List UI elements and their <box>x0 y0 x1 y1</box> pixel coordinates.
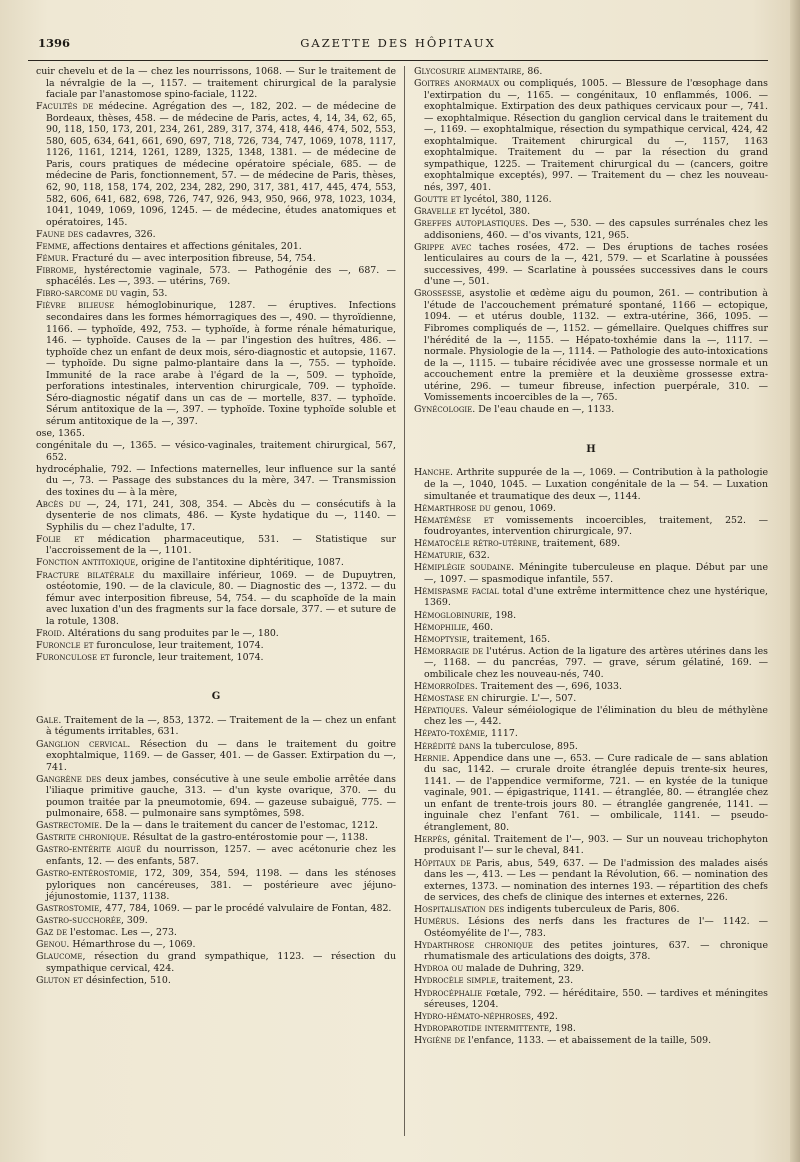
index-entry: Hématémèse et vomissements incoercibles, traitement, 252. — foudroyantes, intervention chirurgicale, 97. <box>414 514 768 538</box>
index-entry: ose, 1365. <box>36 427 85 439</box>
index-entry: Hydarthrose chronique des petites jointures, 637. — chronique rhumatismale des articulations des doigts, 378. <box>414 939 769 963</box>
index-entry: Hôpitaux de Paris, abus, 549, 637. — De l'admission des malades aisés dans les —, 413. — Les — pendant la Révolution, 66. — nomination des externes, 1373. — nomination des internes 193. — répartition des chefs de services, des chefs de clinique des internes et externes, 226. <box>414 857 768 904</box>
index-entry: Abcès du —, 24, 171, 241, 308, 354. — Abcès du — consécutifs à la dysenterie de nos climats, 486. — Kyste hydatique du —, 1140. — Syphilis du — chez l'adulte, 17. <box>36 498 396 533</box>
index-entry: Hémoptysie, traitement, 165. <box>414 633 551 645</box>
index-entry: Furonculose et furoncle, leur traitement, 1074. <box>36 651 264 663</box>
index-entry: Hydro-hémato-néphroses, 492. <box>414 1011 558 1023</box>
index-entry: Fracture bilatérale du maxillaire inférieur, 1069. — de Dupuytren, ostéotomie, 190. — de la clavicule, 80. — Diagnostic des —, 1372. — du fémur avec interposition fibreuse, 54, 754. — du scaphoïde de la main avec luxation d'un des fragments sur la face dorsale, 377. — et suture de la rotule, 1308. <box>36 569 397 627</box>
right-entries <box>414 66 768 416</box>
index-entry: Gangrène des deux jambes, consécutive à une seule embolie arrêtée dans l'iliaque primitive gauche, 313. — d'un kyste ovarique, 370. — du poumon traitée par la pneumotomie, 694. — gazeuse subaiguë, 775. — pulmonaire, 658. — pulmonaire sans symptômes, 598. <box>36 773 396 820</box>
index-entry: Hospitalisation des indigents tuberculeux de Paris, 806. <box>414 904 680 916</box>
index-entry: Hémispasme facial total d'une extrême intermittence chez une hystérique, 1369. <box>414 585 768 609</box>
index-entry: Hémorragie de l'utérus. Action de la ligature des artères utérines dans les —, 1168. — du pancréas, 797. — grave, sérum gélatiné, 169. — ombilicale chez les nouveau-nés, 740. <box>414 645 768 680</box>
index-entry: Hépatiques. Valeur séméiologique de l'élimination du bleu de méthylène chez les —, 442. <box>414 704 768 728</box>
index-entry: Fièvre bilieuse hémoglobinurique, 1287. — éruptives. Infections secondaires dans les formes hémorragiques des —, 490. — thyroïdienne, 1166. — typhoïde, 492, 753. — typhoïde, à forme rénale hématurique, 146. — typhoïde. Causes de la — par l'ingestion des huîtres, 486. — typhoïde chez un enfant de deux mois, séro-diagnostic et autopsie, 1167. — typhoïde. Du signe palmo-plantaire dans la —, 755. — typhoïde. Immunité de la race arabe à l'égard de la —, 509. — typhoïde, perforations intestinales, intervention chirurgicale, 709. — typhoïde. Séro-diagnostic négatif dans un cas de — mortelle, 837. — typhoïde. Sérum antitoxique de la —, 397. — typhoïde. Toxine typhoïde soluble et sérum antitoxique de la —, 397. <box>36 300 396 427</box>
index-entry: congénitale du —, 1365. — vésico-vaginales, traitement chirurgical, 567, 652. <box>36 440 396 463</box>
index-entry: Fémur. Fracturé du — avec interposition fibreuse, 54, 754. <box>36 252 316 264</box>
index-entry: Hydroa ou malade de Duhring, 329. <box>414 963 585 975</box>
left-entries-g <box>36 715 396 987</box>
index-entry: Hémoglobinurie, 198. <box>414 609 517 621</box>
index-entry: Herpès, génital. Traitement de l'—, 903. — Sur un nouveau trichophyton produisant l'— sur le cheval, 841. <box>414 833 768 857</box>
index-entry: Gale. Traitement de la —, 853, 1372. — Traitement de la — chez un enfant à téguments irritables, 631. <box>36 714 396 738</box>
left-column <box>36 66 396 987</box>
index-entry: Hydrocéphalie fœtale, 792. — héréditaire, 550. — tardives et méningites séreuses, 1204. <box>414 987 768 1011</box>
index-entry: Hydrocèle simple, traitement, 23. <box>414 975 574 987</box>
right-entries-h <box>414 467 768 1046</box>
index-entry: cuir chevelu et de la — chez les nourrissons, 1068. — Sur le traitement de la névralgie de la —, 1157. — traitement chirurgical de la paralysie faciale par l'anastomose spino-faciale, 1122. <box>36 66 396 101</box>
index-entry: Gluton et désinfection, 510. <box>36 974 171 986</box>
index-entry: Hématocèle rétro-utérine, traitement, 689. <box>414 538 621 550</box>
index-entry: Gravelle et lycétol, 380. <box>414 206 531 218</box>
index-entry: Hémarthrose du genou, 1069. <box>414 502 556 514</box>
page-edge <box>790 0 800 1162</box>
index-entry: Hydroparotide intermittente, 198. <box>414 1023 576 1035</box>
index-entry: Hygiène de l'enfance, 1133. — et abaissement de la taille, 509. <box>414 1035 712 1047</box>
index-entry: Gynécologie. De l'eau chaude en —, 1133. <box>414 404 615 416</box>
index-entry: Gaz de l'estomac. Les —, 273. <box>36 927 177 939</box>
right-column <box>414 66 768 1047</box>
running-title: GAZETTE DES HÔPITAUX <box>300 36 496 50</box>
index-entry: Faune des cadavres, 326. <box>36 228 156 240</box>
index-entry: Hanche. Arthrite suppurée de la —, 1069. — Contribution à la pathologie de la —, 1040, 1045. — Luxation congénitale de la — 54. — Luxation simultanée et traumatique des deux —, 1144. <box>414 467 768 502</box>
page-number: 1396 <box>38 36 71 50</box>
index-entry: Fonction antitoxique, origine de l'antitoxine diphtéritique, 1087. <box>36 557 344 569</box>
index-entry: Furoncle et furonculose, leur traitement, 1074. <box>36 639 264 651</box>
index-entry: Hérédité dans la tuberculose, 895. <box>414 740 578 752</box>
column-divider <box>404 66 405 1136</box>
left-entries <box>36 66 396 663</box>
header-rule <box>28 60 768 61</box>
index-entry: Gastro-entérostomie, 172, 309, 354, 594, 1198. — dans les sténoses pyloriques non cancéreuses, 381. — postérieure avec jéjuno-jéjunostomie, 1137, 1138. <box>36 868 396 903</box>
index-entry: Grossesse, asystolie et œdème aigu du poumon, 261. — contribution à l'étude de l'accouchement prématuré spontané, 1166 — ectopique, 1094. — et utérus double, 1132. — extra-utérine, 366, 1095. — Fibromes compliqués de —, 1152. — gémellaire. Quelques chiffres sur l'hérédité de la —, 1155. — Hépato-toxhémie dans la —, 1117. — normale. Physiologie de la —, 1114. — Pathologie des auto-intoxications de la —, 1115. — tubaire récidivée avec une grossesse normale et un accouchement entre la première et la deuxième grossesse extra-utérine, 296. — tumeur fibreuse, infection puerpérale, 310. — Vomissements incoercibles de la —, 765. <box>414 288 768 404</box>
index-entry: Hépato-toxémie, 1117. <box>414 728 518 740</box>
index-entry: Hémiplégie soudaine. Méningite tuberculeuse en plaque. Début par une —, 1097. — spasmodique infantile, 557. <box>414 562 768 585</box>
index-entry: Glaucome, résection du grand sympathique, 1123. — résection du sympathique cervical, 424. <box>36 951 396 974</box>
index-entry: Facultés de médecine. Agrégation des —, 182, 202. — de médecine de Bordeaux, thèses, 458. — de médecine de Paris, actes, 4, 14, 34, 62, 65, 90, 118, 150, 173, 201, 234, 261, 289, 317, 374, 418, 446, 474, 502, 553, 580, 605, 634, 641, 661, 690, 697, 718, 726, 734, 747, 1069, 1078, 1117, 1126, 1161, 1214, 1261, 1289, 1325, 1348, 1381. — de médecine de Paris, cours pratiques de médecine opératoire spéciale, 685. — de médecine de Paris, fonctionnement, 57. — de médecine de Paris, thèses, 62, 90, 118, 158, 174, 202, 234, 282, 290, 317, 381, 417, 445, 474, 553, 582, 606, 641, 682, 698, 726, 747, 926, 943, 950, 966, 978, 1023, 1034, 1041, 1049, 1069, 1096, 1245. — de médecine, études anatomiques et opératoires, 145. <box>36 101 397 228</box>
index-entry: Hémostase en chirurgie. L'—, 507. <box>414 692 577 704</box>
index-entry: Glycosurie alimentaire, 86. <box>414 66 543 77</box>
index-entry: Hernie. Appendice dans une —, 653. — Cure radicale de — sans ablation du sac, 1142. — crurale droite étranglée depuis trente-six heures, 1141. — de l'appendice vermiforme, 721. — en kystée de la tunique vaginale, 901. — épigastrique, 1141. — étranglée, 80. — étranglée chez un enfant de trente-trois jours 80. — étranglée gangrenée, 1141. — inguinale chez l'enfant 761. — ombilicale, 1141. — pseudo-étranglement, 80. <box>414 752 768 833</box>
section-letter-g: G <box>211 691 221 703</box>
index-entry: Fibro-sarcome du vagin, 53. <box>36 288 168 300</box>
index-entry: Grippe avec taches rosées, 472. — Des éruptions de taches rosées lenticulaires au cours de la —, 421, 579. — et Scarlatine à poussées successives, 499. — Scarlatine à poussées successives dans le cours d'une —, 501. <box>414 241 769 288</box>
index-entry: Ganglion cervical. Résection du — dans le traitement du goitre exophtalmique, 1169. — de Gasser, 401. — de Gasser. Extirpation du —, 741. <box>36 738 396 773</box>
index-entry: Goutte et lycétol, 380, 1126. <box>414 194 552 206</box>
index-entry: Goitres anormaux ou compliqués, 1005. — Blessure de l'œsophage dans l'extirpation du —, 1165. — congénitaux, 10 enflammés, 1006. — exophtalmique. Extirpation des deux pathiques cervicaux pour —, 741. — exophtalmique. Résection du ganglion cervical dans le traitement du —, 1169. — exophtalmique, résection du sympathique cervical, 424, 42 exophtalmique. Traitement chirurgical du —, 1157, 1163 exophtalmique. Traitement du — par la résection du grand sympathique, 1225. — Traitement chirurgical du — (cancers, goitre exophtalmique exceptés), 997. — Traitement du — chez les nouveau-nés, 397, 401. <box>414 78 768 193</box>
index-entry: Gastro-entérite aiguë du nourrisson, 1257. — avec acétonurie chez les enfants, 12. — des enfants, 587. <box>36 844 396 867</box>
index-entry: Gastrostomie, 477, 784, 1069. — par le procédé valvulaire de Fontan, 482. <box>36 903 392 915</box>
index-entry: hydrocéphalie, 792. — Infections maternelles, leur influence sur la santé du —, 73. — Passage des substances du la mère, 347. — Transmission des toxines du — à la mère, <box>36 463 396 498</box>
index-entry: Hématurie, 632. <box>414 550 490 562</box>
index-entry: Hémophilie, 460. <box>414 621 494 633</box>
index-entry: Hémorroïdes. Traitement des —, 696, 1033. <box>414 680 622 692</box>
index-entry: Femme, affections dentaires et affections génitales, 201. <box>36 240 302 252</box>
index-entry: Gastrite chronique. Résultat de la gastro-entérostomie pour —, 1138. <box>36 832 368 844</box>
index-entry: Froid. Altérations du sang produites par le —, 180. <box>36 627 279 639</box>
index-entry: Folie et médication pharmaceutique, 531. — Statistique sur l'accroissement de la —, 1101. <box>36 533 396 557</box>
page-header <box>28 36 768 56</box>
index-entry: Genou. Hémarthrose du —, 1069. <box>36 939 196 951</box>
section-letter-h: H <box>586 443 596 455</box>
index-entry: Greffes autoplastiques. Des —, 530. — des capsules surrénales chez les addisoniens, 460. — d'os vivants, 121, 965. <box>414 218 768 241</box>
index-entry: Humérus. Lésions des nerfs dans les fractures de l'— 1142. — Ostéomyélite de l'—, 783. <box>414 916 768 939</box>
index-entry: Fibrome, hystérectomie vaginale, 573. — Pathogénie des —, 687. — sphacélés. Les —, 393. — utérins, 769. <box>36 264 396 288</box>
index-entry: Gastrectomie. De la — dans le traitement du cancer de l'estomac, 1212. <box>36 820 379 832</box>
index-entry: Gastro-succhorée, 309. <box>36 915 148 927</box>
